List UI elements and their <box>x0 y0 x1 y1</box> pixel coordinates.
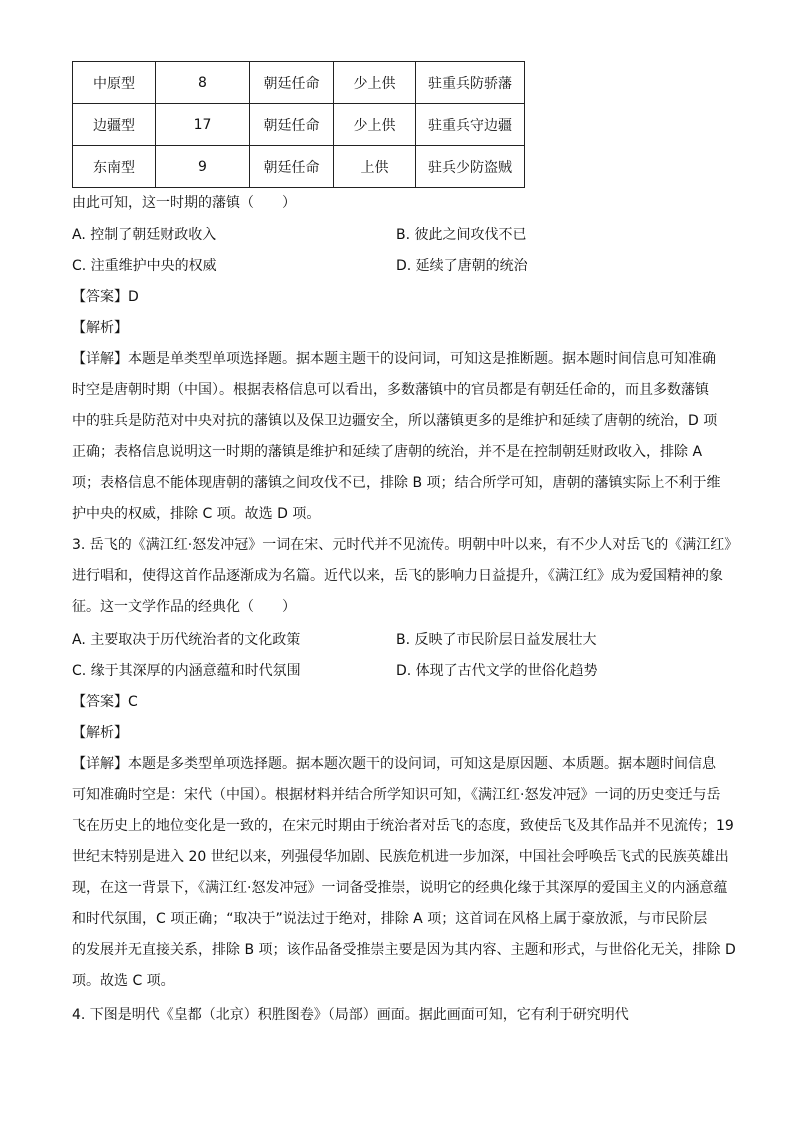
q3-analysis-label: 【解析】 <box>72 725 128 741</box>
q2-detail-line: 护中央的权威，排除 C 项。故选 D 项。 <box>72 506 321 522</box>
q2-detail-line: 正确；表格信息说明这一时期的藩镇是维护和延续了唐朝的统治，并不是在控制朝廷财政收入，排除 A <box>72 444 703 460</box>
q2-answer: 【答案】D <box>72 289 139 305</box>
q2-analysis-label: 【解析】 <box>72 320 128 336</box>
q2-option-b: B. 彼此之间攻伐不已 <box>396 227 527 243</box>
table-cell: 驻重兵防骄藩 <box>416 62 525 104</box>
table-cell: 少上供 <box>334 104 416 146</box>
q3-stem-line: 征。这一文学作品的经典化（ ） <box>72 599 296 615</box>
q3-option-a: A. 主要取决于历代统治者的文化政策 <box>72 632 301 648</box>
table-cell: 上供 <box>334 146 416 188</box>
q3-detail-line: 可知准确时空是：宋代（中国）。根据材料并结合所学知识可知，《满江红·怒发冲冠》一词的历史变迁与岳 <box>72 787 721 803</box>
table-cell: 边疆型 <box>73 104 156 146</box>
table-cell: 朝廷任命 <box>250 62 334 104</box>
q2-option-a: A. 控制了朝廷财政收入 <box>72 227 217 243</box>
q2-detail-line: 中的驻兵是防范对中央对抗的藩镇以及保卫边疆安全，所以藩镇更多的是维护和延续了唐朝的统治，D 项 <box>72 413 718 429</box>
table-row <box>73 62 525 104</box>
q2-option-d: D. 延续了唐朝的统治 <box>396 258 528 274</box>
q2-detail-line: 项；表格信息不能体现唐朝的藩镇之间攻伐不已，排除 B 项；结合所学可知，唐朝的藩镇实际上不利于维 <box>72 475 721 491</box>
q2-option-c: C. 注重维护中央的权威 <box>72 258 217 274</box>
q3-detail-line: 和时代氛围，C 项正确；“取决于”说法过于绝对，排除 A 项；这首词在风格上属于豪放派，与市民阶层 <box>72 911 708 927</box>
q3-stem-line: 3. 岳飞的《满江红·怒发冲冠》一词在宋、元时代并不见流传。明朝中叶以来，有不少人对岳飞的《满江红》 <box>72 537 739 553</box>
table-cell: 朝廷任命 <box>250 104 334 146</box>
table-row <box>73 104 525 146</box>
fanzhen-table <box>72 61 525 188</box>
table-cell: 驻兵少防盗贼 <box>416 146 525 188</box>
q3-option-d: D. 体现了古代文学的世俗化趋势 <box>396 663 598 679</box>
table-cell: 朝廷任命 <box>250 146 334 188</box>
q3-detail-line: 的发展并无直接关系，排除 B 项；该作品备受推崇主要是因为其内容、主题和形式，与世俗化无关，排除 D <box>72 942 736 958</box>
q2-detail-line: 时空是唐朝时期（中国）。根据表格信息可以看出，多数藩镇中的官员都是有朝廷任命的，而且多数藩镇 <box>72 382 709 398</box>
q3-detail <box>72 749 736 997</box>
table-cell: 东南型 <box>73 146 156 188</box>
table-cell: 中原型 <box>73 62 156 104</box>
q3-detail-line: 【详解】本题是多类型单项选择题。据本题次题干的设问词，可知这是原因题、本质题。据本题时间信息 <box>72 756 716 772</box>
q3-stem <box>72 530 739 623</box>
q3-option-b: B. 反映了市民阶层日益发展壮大 <box>396 632 597 648</box>
table-cell: 驻重兵守边疆 <box>416 104 525 146</box>
q3-detail-line: 飞在历史上的地位变化是一致的，在宋元时期由于统治者对岳飞的态度，致使岳飞及其作品并不见流传；19 <box>72 818 734 834</box>
q3-detail-line: 现，在这一背景下，《满江红·怒发冲冠》一词备受推崇，说明它的经典化缘于其深厚的爱国主义的内涵意蕴 <box>72 880 728 896</box>
q3-detail-line: 项。故选 C 项。 <box>72 973 175 989</box>
q2-stem: 由此可知，这一时期的藩镇（ ） <box>72 195 296 211</box>
table-row <box>73 146 525 188</box>
q3-stem-line: 进行唱和，使得这首作品逐渐成为名篇。近代以来，岳飞的影响力日益提升，《满江红》成为爱国精神的象 <box>72 568 723 584</box>
table-cell: 8 <box>156 62 250 104</box>
table-cell: 少上供 <box>334 62 416 104</box>
q3-detail-line: 世纪末特别是进入 20 世纪以来，列强侵华加剧、民族危机进一步加深，中国社会呼唤岳飞式的民族英雄出 <box>72 849 729 865</box>
table-cell: 9 <box>156 146 250 188</box>
q4-stem: 4. 下图是明代《皇都（北京）积胜图卷》（局部）画面。据此画面可知，它有利于研究明代 <box>72 1007 629 1023</box>
q2-detail <box>72 344 727 530</box>
table-cell: 17 <box>156 104 250 146</box>
q3-option-c: C. 缘于其深厚的内涵意蕴和时代氛围 <box>72 663 301 679</box>
q3-answer: 【答案】C <box>72 694 138 710</box>
q2-detail-line: 【详解】本题是单类型单项选择题。据本题主题干的设问词，可知这是推断题。据本题时间信息可知准确 <box>72 351 716 367</box>
